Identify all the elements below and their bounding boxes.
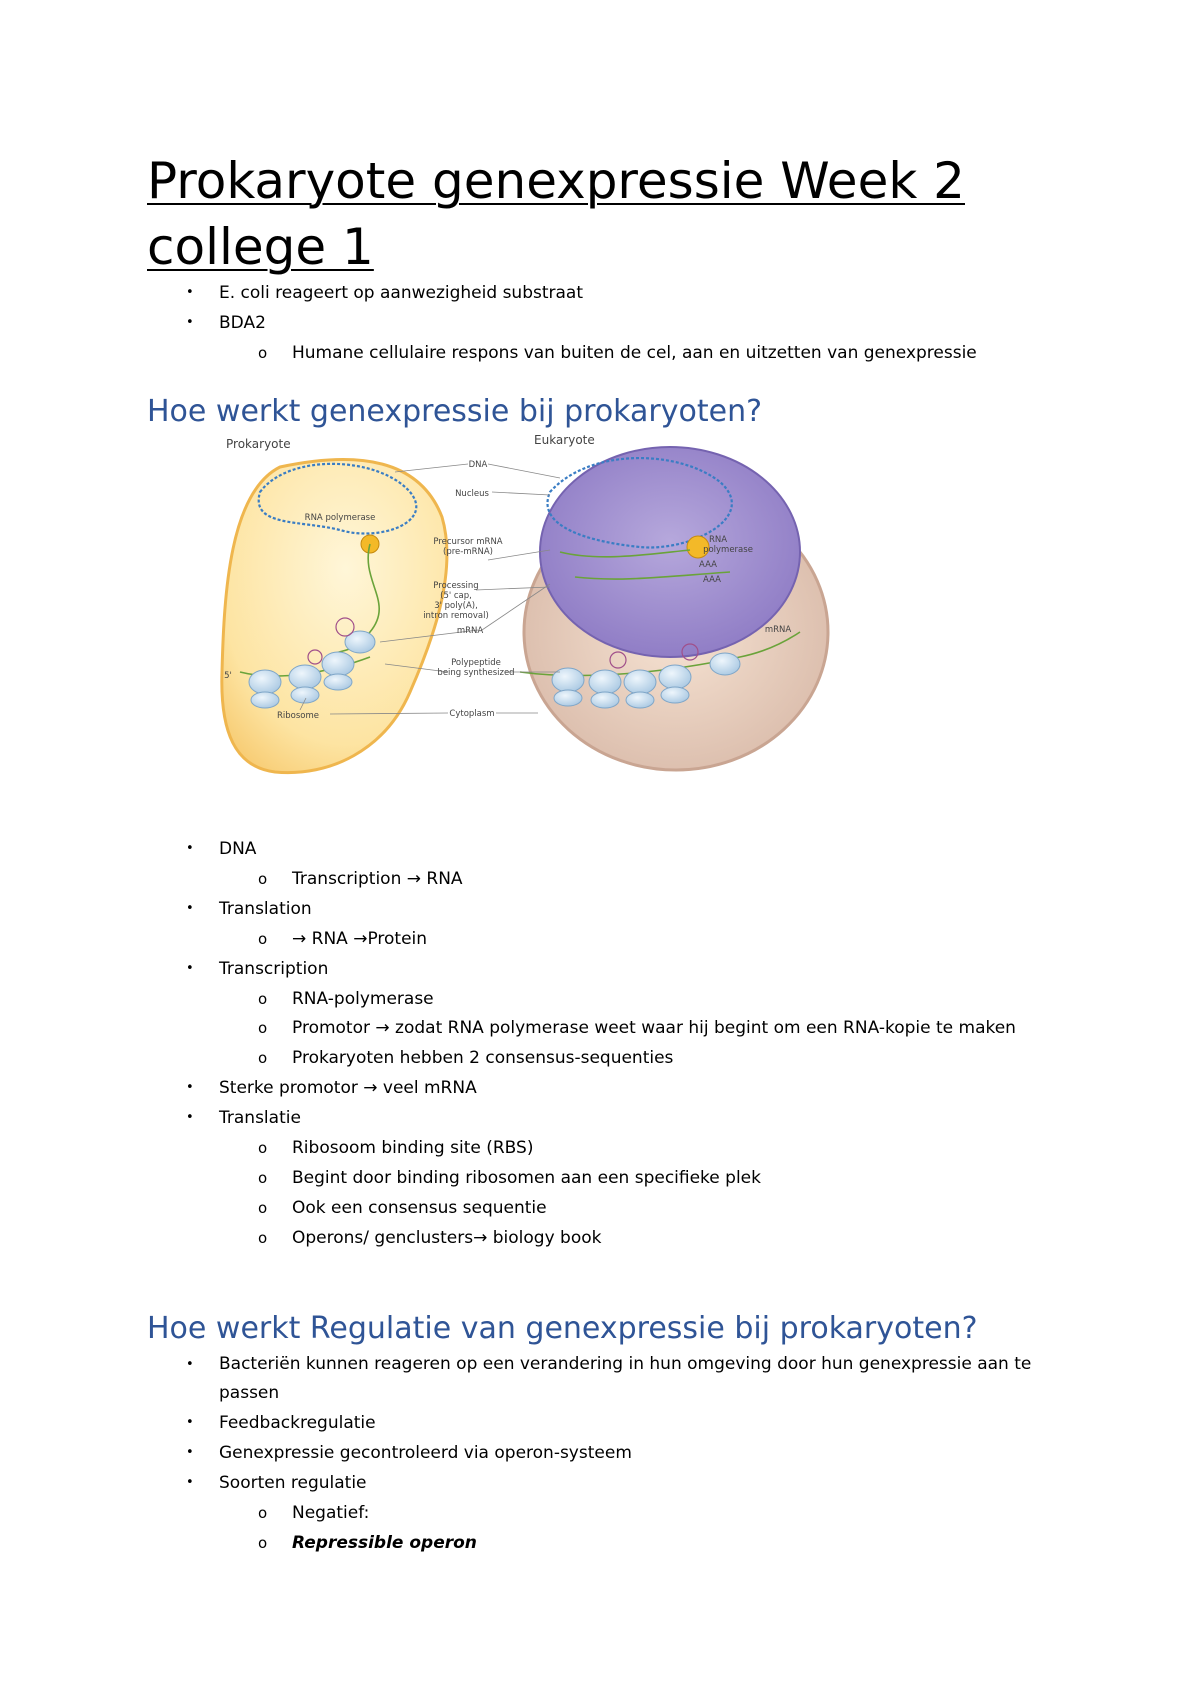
bullet-glyph: • [186,961,194,976]
list-item [0,1408,1049,1438]
list-item-text: E. coli reageert op aanwezigheid substraat [219,283,583,303]
list-item [0,308,1049,338]
callout-nucleus: Nucleus [455,489,489,499]
bullet-glyph: o [258,1199,268,1217]
list-item [0,338,1049,368]
callout-mrna-right: mRNA [764,625,792,635]
list-item [0,1468,1049,1498]
list-item-text: Promotor → zodat RNA polymerase weet waar hij begint om een RNA-kopie te maken [292,1018,1016,1038]
bullet-glyph: o [258,1534,268,1552]
callout-cytoplasm: Cytoplasm [449,709,495,719]
bullet-glyph: • [186,841,194,856]
callout-dna: DNA [468,460,488,470]
bullet-glyph: o [258,870,268,888]
bullet-glyph: o [258,1139,268,1157]
bullet-glyph: • [186,285,194,300]
bullet-glyph: o [258,1169,268,1187]
section-heading-genexpressie: Hoe werkt genexpressie bij prokaryoten? [147,394,763,429]
list-item-text: Genexpressie gecontroleerd via operon-systeem [219,1443,632,1463]
list-item-text: Transcription [219,959,329,979]
list-item [0,1043,1049,1073]
list-item [0,1133,1049,1163]
list-item [0,894,1049,924]
regulation-list [0,1350,1049,1558]
genexpression-list [0,834,1049,1253]
list-item-text: Begint door binding ribosomen aan een specifieke plek [292,1168,761,1188]
callout-processing: Processing [433,581,479,591]
list-item-text: Negatief: [292,1503,370,1523]
prokaryote-label: Prokaryote [226,437,291,451]
list-item-text: Feedbackregulatie [219,1413,376,1433]
list-item-text: Bacteriën kunnen reageren op een verandering in hun omgeving door hun genexpressie aan te passen [219,1354,1032,1403]
callout-rna-polymerase-left: RNA polymerase [304,513,376,523]
callout-pre-mrna: (pre-mRNA) [443,547,493,557]
list-item-text: Transcription → RNA [292,869,463,889]
list-item-text: → RNA →Protein [292,929,428,949]
list-item [0,1528,1049,1558]
list-item [0,1438,1049,1468]
callout-five-prime: 5' [224,671,232,681]
list-item [0,834,1049,864]
list-item-text: Prokaryoten hebben 2 consensus-sequenties [292,1048,674,1068]
callout-precursor-mrna: Precursor mRNA [433,537,503,547]
list-item [0,1103,1049,1133]
list-item-text: RNA-polymerase [292,989,434,1009]
list-item-text: Soorten regulatie [219,1473,367,1493]
list-item [0,1193,1049,1223]
list-item-text: Operons/ genclusters→ biology book [292,1228,602,1248]
bullet-glyph: o [258,1019,268,1037]
bullet-glyph: • [186,1445,194,1460]
bullet-glyph: • [186,1357,194,1372]
bullet-glyph: o [258,1049,268,1067]
bullet-glyph: o [258,344,268,362]
callout-rna-polymerase-right-1: RNA [708,535,728,545]
callout-processing-3: intron removal) [423,611,489,621]
bullet-glyph: o [258,990,268,1008]
intro-list [0,278,1049,368]
list-item-text: Translation [219,899,312,919]
list-item [0,278,1049,308]
list-item [0,1223,1049,1253]
callout-ribosome: Ribosome [276,711,320,721]
callout-aaa-1: AAA [699,560,717,570]
list-item [0,1073,1049,1103]
list-item [0,1163,1049,1193]
page-title: Prokaryote genexpressie Week 2 college 1 [147,152,965,276]
bullet-glyph: • [186,1415,194,1430]
list-item-text: Sterke promotor → veel mRNA [219,1078,477,1098]
callout-being-synthesized: being synthesized [437,668,515,678]
list-item-text: Humane cellulaire respons van buiten de cel, aan en uitzetten van genexpressie [292,343,977,363]
bullet-glyph: o [258,1229,268,1247]
callout-processing-2: 3' poly(A), [434,601,478,611]
list-item [0,954,1049,984]
bullet-glyph: • [186,1475,194,1490]
bullet-glyph: • [186,1080,194,1095]
list-item [0,864,1049,894]
callout-rna-polymerase-right-2: polymerase [703,545,753,555]
list-item-text: BDA2 [219,313,266,333]
cell-diagram-figure [220,432,832,782]
callout-polypeptide: Polypeptide [451,658,501,668]
list-item [0,1498,1049,1528]
list-item [0,1350,1049,1408]
list-item-text: DNA [219,839,257,859]
eukaryote-label: Eukaryote [534,433,595,447]
list-item-text: Ribosoom binding site (RBS) [292,1138,534,1158]
bullet-glyph: • [186,315,194,330]
list-item [0,984,1049,1014]
list-item-text: Translatie [219,1108,301,1128]
bullet-glyph: • [186,1110,194,1125]
list-item-text: Ook een consensus sequentie [292,1198,547,1218]
list-item-text: Repressible operon [292,1533,477,1553]
callout-aaa-2: AAA [703,575,721,585]
list-item [0,924,1049,954]
callout-mrna: mRNA [456,626,484,636]
bullet-glyph: o [258,1504,268,1522]
section-heading-regulatie: Hoe werkt Regulatie van genexpressie bij prokaryoten? [147,1311,978,1346]
bullet-glyph: o [258,930,268,948]
callout-processing-1: (5' cap, [440,591,472,601]
list-item [0,1014,1049,1043]
prokaryote-cell [222,460,447,773]
bullet-glyph: • [186,901,194,916]
